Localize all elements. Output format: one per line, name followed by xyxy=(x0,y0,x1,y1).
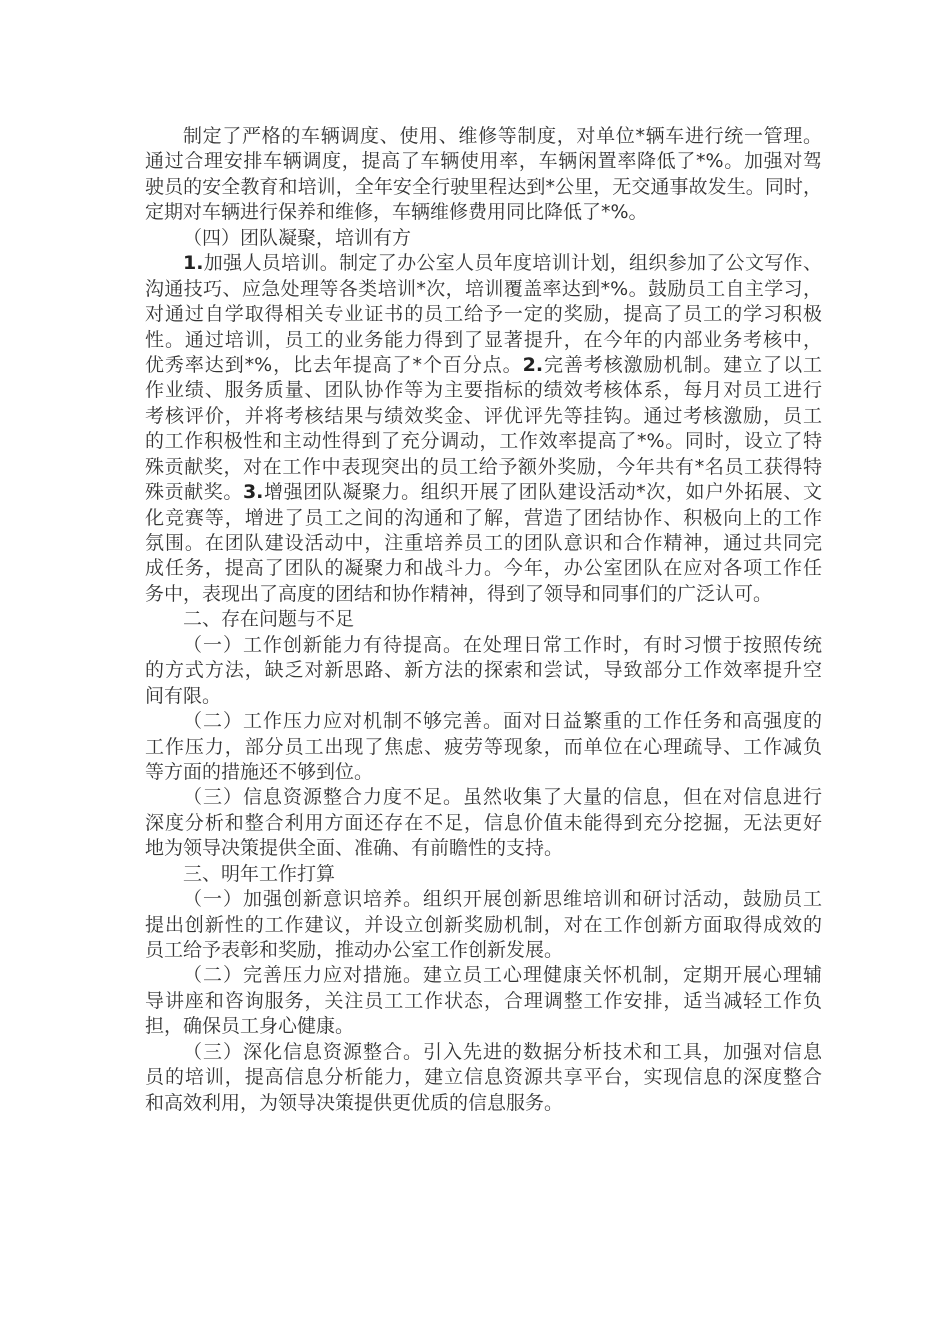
text-line: （一）工作创新能力有待提高。在处理日常工作时，有时习惯于按照传统 xyxy=(183,633,822,656)
text-line: 氛围。在团队建设活动中，注重培养员工的团队意识和合作精神，通过共同完 xyxy=(145,532,822,554)
item-number-2: 2. xyxy=(522,353,544,376)
text-line xyxy=(145,251,822,276)
text-line: 性。通过培训，员工的业务能力得到了显著提升，在今年的内部业务考核中， xyxy=(145,328,822,351)
section-heading-next-year-plan xyxy=(145,862,822,887)
text-line: 定期对车辆进行保养和维修，车辆维修费用同比降低了*%。 xyxy=(145,201,648,224)
text-line xyxy=(145,353,822,378)
text-line: 的方式方法，缺乏对新思路、新方法的探索和尝试，导致部分工作效率提升空 xyxy=(145,659,822,682)
line-text-after: 完善考核激励机制。建立了以工 xyxy=(543,353,822,376)
text-line: 对通过自学取得相关专业证书的员工给予一定的奖励，提高了员工的学习积极 xyxy=(145,303,822,326)
paragraph-problem-information xyxy=(145,785,822,861)
line-text-after: 增强团队凝聚力。组织开展了团队建设活动*次，如户外拓展、文 xyxy=(263,481,822,504)
text-line: 的工作积极性和主动性得到了充分调动，工作效率提高了*%。同时，设立了特 xyxy=(145,430,822,453)
text-line: 殊贡献奖，对在工作中表现突出的员工给予额外奖励，今年共有*名员工获得特 xyxy=(145,455,822,478)
text-line: 驶员的安全教育和培训，全年安全行驶里程达到*公里，无交通事故发生。同时， xyxy=(145,175,822,198)
heading-line: （四）团队凝聚，培训有方 xyxy=(183,226,412,249)
line-text-before: 殊贡献奖。 xyxy=(145,481,243,504)
section-heading-team-cohesion xyxy=(145,226,822,251)
line-text-before: 优秀率达到*%，比去年提高了*个百分点。 xyxy=(145,353,523,376)
text-line: 深度分析和整合利用方面还存在不足，信息价值未能得到充分挖掘，无法更好 xyxy=(145,811,822,834)
text-line: 和高效利用，为领导决策提供更优质的信息服务。 xyxy=(145,1091,564,1114)
text-line: 工作压力，部分员工出现了焦虑、疲劳等现象，而单位在心理疏导、工作减负 xyxy=(145,735,822,758)
text-line: 成任务，提高了团队的凝聚力和战斗力。今年，办公室团队在应对各项工作任 xyxy=(145,557,822,580)
text-line: 担，确保员工身心健康。 xyxy=(145,1015,355,1038)
text-line: （一）加强创新意识培养。组织开展创新思维培训和研讨活动，鼓励员工 xyxy=(183,888,822,911)
text-line: 间有限。 xyxy=(145,684,222,707)
text-line: 员的培训，提高信息分析能力，建立信息资源共享平台，实现信息的深度整合 xyxy=(145,1066,822,1089)
heading-line: 二、存在问题与不足 xyxy=(183,608,355,631)
text-line: 员工给予表彰和奖励，推动办公室工作创新发展。 xyxy=(145,939,564,961)
text-line: （二）工作压力应对机制不够完善。面对日益繁重的工作任务和高强度的 xyxy=(183,710,822,733)
text-line: 导讲座和咨询服务，关注员工工作状态，合理调整工作安排，适当减轻工作负 xyxy=(145,989,822,1012)
text-line: 沟通技巧、应急处理等各类培训*次，培训覆盖率达到*%。鼓励员工自主学习， xyxy=(145,277,822,300)
item-number-1: 1. xyxy=(183,252,204,275)
text-line: 等方面的措施还不够到位。 xyxy=(145,760,374,783)
text-line: 化竞赛等，增进了员工之间的沟通和了解，营造了团结协作、积极向上的工作 xyxy=(145,506,822,529)
text-line xyxy=(145,480,822,505)
paragraph-vehicle-management xyxy=(145,124,822,226)
paragraph-plan-innovation xyxy=(145,887,822,963)
section-heading-problems xyxy=(145,607,822,632)
paragraph-problem-pressure xyxy=(145,709,822,785)
item-number-3: 3. xyxy=(242,481,264,504)
text-line: 考核评价，并将考核结果与绩效奖金、评优评先等挂钩。通过考核激励，员工 xyxy=(145,404,822,427)
paragraph-problem-innovation xyxy=(145,633,822,709)
paragraph-plan-information xyxy=(145,1040,822,1116)
paragraph-training-incentives xyxy=(145,251,822,607)
document-body xyxy=(145,124,822,1116)
heading-line: 三、明年工作打算 xyxy=(183,862,336,885)
text-line: （三）深化信息资源整合。引入先进的数据分析技术和工具，加强对信息 xyxy=(183,1040,822,1063)
text-line: 务中，表现出了高度的团结和协作精神，得到了领导和同事们的广泛认可。 xyxy=(145,582,773,605)
text-line: 提出创新性的工作建议，并设立创新奖励机制，对在工作创新方面取得成效的 xyxy=(145,913,822,936)
text-line: （三）信息资源整合力度不足。虽然收集了大量的信息，但在对信息进行 xyxy=(183,786,822,809)
text-line: 制定了严格的车辆调度、使用、维修等制度，对单位*辆车进行统一管理。 xyxy=(183,125,822,147)
text-line: 通过合理安排车辆调度，提高了车辆使用率，车辆闲置率降低了*%。加强对驾 xyxy=(145,150,822,173)
text-line: （二）完善压力应对措施。建立员工心理健康关怀机制，定期开展心理辅 xyxy=(183,964,822,987)
line-text-after: 加强人员培训。制定了办公室人员年度培训计划，组织参加了公文写作、 xyxy=(203,252,822,275)
paragraph-plan-pressure xyxy=(145,963,822,1039)
text-line: 作业绩、服务质量、团队协作等为主要指标的绩效考核体系，每月对员工进行 xyxy=(145,379,822,402)
text-line: 地为领导决策提供全面、准确、有前瞻性的支持。 xyxy=(145,837,564,860)
